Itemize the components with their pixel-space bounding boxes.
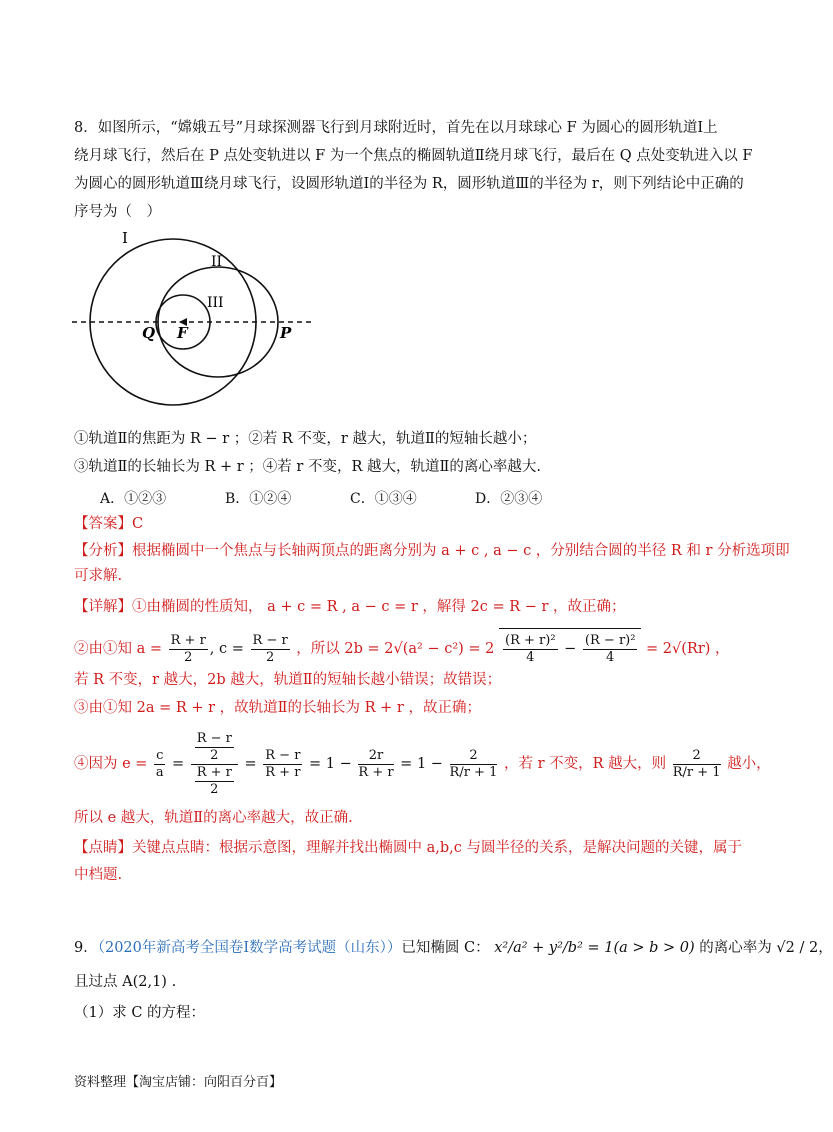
label-III: III xyxy=(207,295,224,311)
frac-c: $\frac{R - r}{2}$ xyxy=(252,632,288,665)
q9-subquestion-1: （1）求 C 的方程： xyxy=(74,1005,206,1021)
q9-text-mid: 的离心率为 xyxy=(699,940,772,956)
sqrt-expr: $\frac{\text{(R + r)²}}{4}$ − $\frac{\text{(R − r)²}}{4}$ xyxy=(499,628,641,669)
detail-line-6: 所以 e 越大，轨道Ⅱ的离心率越大，故正确. xyxy=(74,810,353,826)
q9-text-post: ， xyxy=(818,940,833,956)
option-b[interactable]: B．①②④ xyxy=(225,491,292,507)
detail-line-4: ③由①知 2a = R + r ，故轨道Ⅱ的长轴长为 R + r ，故正确； xyxy=(74,700,481,716)
detail-line-3: 若 R 不变，r 越大，2b 越大，轨道Ⅱ的短轴长越小错误；故错误； xyxy=(74,672,502,688)
q9-equation: x²/a² + y²/b² = 1(a > b > 0) xyxy=(494,940,695,956)
analysis-line-2: 可求解. xyxy=(74,568,123,584)
label-Q: Q xyxy=(142,324,156,342)
analysis-line-1: 【分析】根据椭圆中一个焦点与长轴两顶点的距离分别为 a + c , a − c ，分别结合圆的半径 R 和 r 分析选项即 xyxy=(74,543,790,559)
frac-2r: $\frac{2r}{R + r}$ xyxy=(358,747,394,780)
label-I: I xyxy=(122,229,128,247)
frac-compound: $\frac{\frac{R - r}{2}}{\frac{R + r}{2}}$ xyxy=(191,731,238,798)
label-P: P xyxy=(280,324,292,342)
q8-line-2: 绕月球飞行，然后在 P 点处变轨进以 F 为一个焦点的椭圆轨道Ⅱ绕月球飞行，最后在 Q 点处变轨进入以 F xyxy=(74,148,753,164)
detail-5-pre: ④因为 e = xyxy=(74,756,148,772)
q8-line-4: 序号为（ ） xyxy=(74,204,161,220)
option-c[interactable]: C．①③④ xyxy=(350,491,417,507)
q9-text-pre: 已知椭圆 C： xyxy=(401,940,490,956)
detail-2-mid: ，所以 2b = 2√(a² − c²) = 2 xyxy=(296,641,495,657)
detail-line-5: ④因为 e = $\frac{c}{a}$ = $\frac{\frac{R - r}{2}}{\frac{R + r}{2}}$ = $\frac{R - r}{R + r}$ = 1 − $\frac{2r}{R + r}$ = 1 − $\frac{2}{R/r + 1}$ ，若 r 不变，R 越大，则 $\frac{2}{R/r + 1}$ 越小， xyxy=(74,730,771,797)
q9-source: （2020年新高考全国卷Ⅰ数学高考试题（山东）） xyxy=(97,940,402,956)
q9-line-2: 且过点 A(2,1) . xyxy=(74,974,177,990)
detail-5-end: 越小， xyxy=(727,756,771,772)
label-II: II xyxy=(211,254,223,270)
remark-line-1: 【点睛】关键点点睛：根据示意图，理解并找出椭圆中 a,b,c 与圆半径的关系，是解决问题的关键，属于 xyxy=(74,840,742,856)
detail-2-post: = 2√(Rr) ， xyxy=(646,641,730,657)
frac-ratio: $\frac{R - r}{R + r}$ xyxy=(265,747,301,780)
answer-options xyxy=(100,488,600,508)
orbit-diagram xyxy=(70,225,330,415)
frac-a: $\frac{R + r}{2}$ xyxy=(170,632,206,665)
q9-line-1 xyxy=(74,930,833,966)
detail-line-1: 【详解】①由椭圆的性质知， a + c = R , a − c = r ，解得 2c = R − r ，故正确； xyxy=(74,599,626,615)
remark-line-2: 中档题. xyxy=(74,867,123,883)
detail-5-post: ，若 r 不变，R 越大，则 xyxy=(503,756,667,772)
frac-tail: $\frac{2}{R/r + 1}$ xyxy=(672,747,721,780)
label-F: F xyxy=(177,324,188,342)
detail-line-2: ②由①知 a = $\frac{R + r}{2}$ , c = $\frac{R - r}{2}$ ，所以 2b = 2√(a² − c²) = 2 $\frac{\text{(R + r)²}}{4}$ − $\frac{\text{(R − r)²}}{4}$ = 2√(Rr) ， xyxy=(74,628,730,668)
q9-eccentricity: √2 / 2 xyxy=(776,940,819,956)
detail-2-pre: ②由①知 a = xyxy=(74,641,163,657)
frac-e: $\frac{c}{a}$ xyxy=(155,747,164,780)
q9-number: 9． xyxy=(74,940,98,956)
q8-line-1: 8．如图所示，“嫦娥五号”月球探测器飞行到月球附近时，首先在以月球球心 F 为圆心的圆形轨道Ⅰ上 xyxy=(74,120,718,136)
statement-3-4: ③轨道Ⅱ的长轴长为 R + r ；④若 r 不变，R 越大，轨道Ⅱ的离心率越大. xyxy=(74,459,541,475)
footer-text: 资料整理【淘宝店铺：向阳百分百】 xyxy=(74,1075,283,1090)
statement-1-2: ①轨道Ⅱ的焦距为 R − r ；②若 R 不变，r 越大，轨道Ⅱ的短轴长越小； xyxy=(74,431,537,447)
option-a[interactable]: A．①②③ xyxy=(100,491,167,507)
q8-line-3: 为圆心的圆形轨道Ⅲ绕月球飞行，设圆形轨道Ⅰ的半径为 R，圆形轨道Ⅲ的半径为 r，则下列结论中正确的 xyxy=(74,176,744,192)
answer-line: 【答案】C xyxy=(74,516,144,532)
frac-2-over: $\frac{2}{R/r + 1}$ xyxy=(449,747,498,780)
option-d[interactable]: D．②③④ xyxy=(475,491,543,507)
